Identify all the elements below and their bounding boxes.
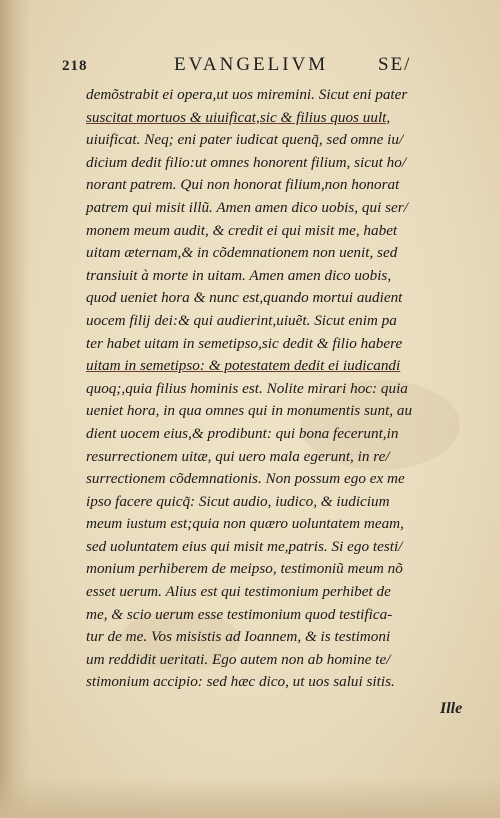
text-line: tur de me. Vos misistis ad Ioannem, & is testimoni (86, 628, 391, 646)
text-line: ueniet hora, in qua omnes qui in monumentis sunt, au (86, 402, 413, 420)
text-line: uitam in semetipso: & potestatem dedit ei iudicandi (86, 357, 401, 375)
text-line: dicium dedit filio:ut omnes honorent filium, sicut ho/ (86, 153, 407, 171)
body-text (86, 84, 476, 694)
text-line: patrem qui misit illũ. Amen amen dico uobis, qui ser/ (86, 198, 408, 216)
text-line: ipso facere quicq̃: Sicut audio, iudico, & iudicium (86, 492, 390, 510)
page-bottom-shadow (0, 778, 500, 818)
catchword: Ille (440, 700, 463, 717)
running-title-continuation: SE/ (378, 54, 412, 75)
text-line: demõstrabit ei opera,ut uos miremini. Sicut eni pater (86, 86, 408, 103)
text-line: resurrectionem uitæ, qui uero mala egerunt, in re/ (86, 447, 390, 465)
text-line: surrectionem cõdemnationis. Non possum ego ex me (86, 470, 405, 488)
text-line: monium perhiberem de meipso, testimoniũ meum nõ (86, 560, 403, 578)
text-line: stimonium accipio: sed hæc dico, ut uos salui sitis. (86, 673, 395, 691)
text-line: uocem filij dei:& qui audierint,uiuẽt. Sicut enim pa (86, 311, 397, 329)
text-line: quoq;,quia filius hominis est. Nolite mirari hoc: quia (86, 379, 408, 397)
text-line: uitam æternam,& in cõdemnationem non uenit, sed (86, 244, 398, 262)
text-line: sed uoluntatem eius qui misit me,patris. Si ego testi/ (86, 537, 403, 555)
text-line: meum iustum est;quia non quæro uoluntatem meam, (86, 515, 404, 533)
running-title: EVANGELIVM (174, 54, 329, 75)
text-line: esset uerum. Alius est qui testimonium perhibet de (86, 583, 391, 601)
text-line: uiuificat. Neq; eni pater iudicat quenq̃, sed omne iu/ (86, 131, 404, 149)
text-line: suscitat mortuos & uiuificat,sic & filius quos uult, (86, 108, 391, 126)
text-line: transiuit à morte in uitam. Amen amen dico uobis, (86, 266, 392, 284)
text-line: me, & scio uerum esse testimonium quod testifica- (86, 605, 393, 623)
text-line: ter habet uitam in semetipso,sic dedit & filio habere (86, 334, 403, 352)
running-header (62, 54, 462, 80)
page-gutter-shadow (0, 0, 30, 818)
text-line: norant patrem. Qui non honorat filium,non honorat (86, 176, 400, 194)
text-line: monem meum audit, & credit ei qui misit me, habet (86, 221, 398, 239)
text-line: quod ueniet hora & nunc est,quando mortui audient (86, 289, 403, 307)
text-line: dient uocem eius,& prodibunt: qui bona fecerunt,in (86, 424, 399, 442)
text-line: um reddidit ueritati. Ego autem non ab homine te/ (86, 650, 391, 668)
folio-number: 218 (62, 58, 88, 74)
